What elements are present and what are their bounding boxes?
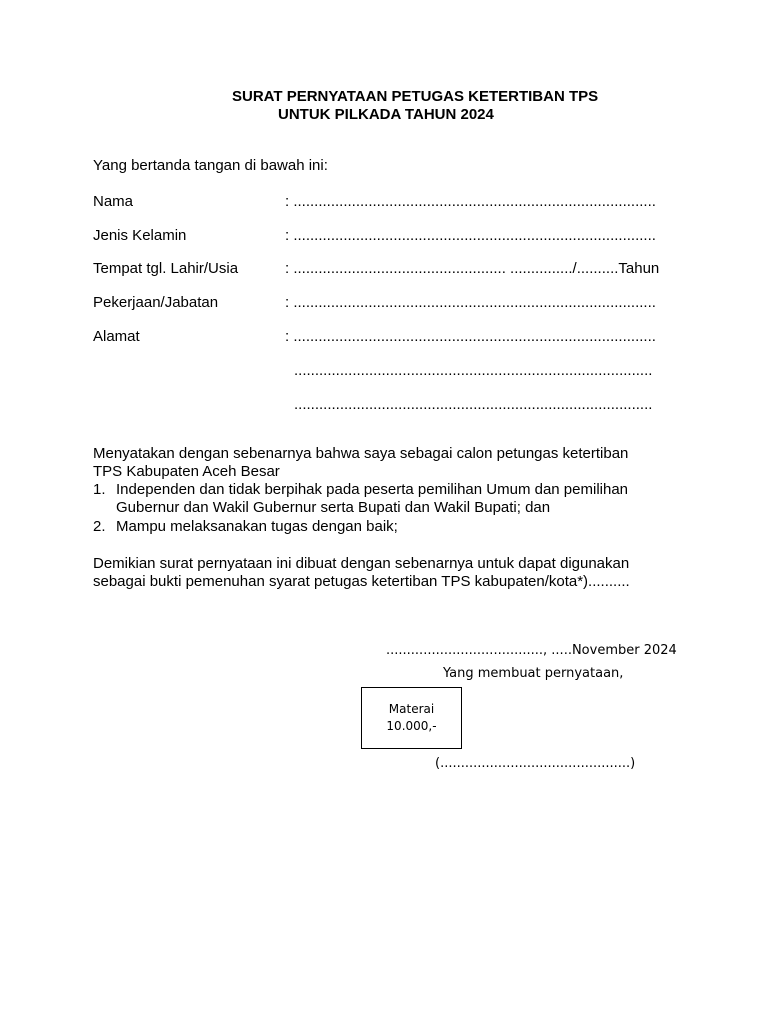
list-number-1: 1. <box>93 481 106 498</box>
field-label-nama: Nama <box>93 193 134 210</box>
field-blank-pekerjaan: : ....................................................................................... <box>285 294 656 311</box>
field-label-tempat-tgl-lahir: Tempat tgl. Lahir/Usia <box>93 260 239 277</box>
place-date: ......................................, .....November 2024 <box>386 643 677 658</box>
statement-line1: Menyatakan dengan sebenarnya bahwa saya sebagai calon petungas ketertiban <box>93 445 629 462</box>
list-item-1-line1: Independen dan tidak berpihak pada peserta pemilihan Umum dan pemilihan <box>116 481 629 498</box>
closing-line1: Demikian surat pernyataan ini dibuat dengan sebenarnya untuk dapat digunakan <box>93 555 630 572</box>
document-title-line1: SURAT PERNYATAAN PETUGAS KETERTIBAN TPS <box>232 88 599 105</box>
field-blank-tempat-tgl-lahir: : ................................................... .............../..........Tahun <box>285 260 660 277</box>
list-item-2-line1: Mampu melaksanakan tugas dengan baik; <box>116 518 398 535</box>
intro-text: Yang bertanda tangan di bawah ini: <box>93 157 328 174</box>
field-label-pekerjaan: Pekerjaan/Jabatan <box>93 294 219 311</box>
document-title-line2: UNTUK PILKADA TAHUN 2024 <box>278 106 494 123</box>
stamp-value: 10.000,- <box>386 719 437 733</box>
field-blank-nama: : ....................................................................................... <box>285 193 656 210</box>
field-label-jenis-kelamin: Jenis Kelamin <box>93 227 187 244</box>
statement-line2: TPS Kabupaten Aceh Besar <box>93 463 280 480</box>
field-blank-alamat: : ....................................................................................... <box>285 328 656 345</box>
field-blank-alamat-line2: ...................................................................................... <box>294 362 653 379</box>
list-item-1-line2: Gubernur dan Wakil Gubernur serta Bupati dan Wakil Bupati; dan <box>116 499 551 516</box>
signature-name-blank: (..............................................) <box>435 756 636 771</box>
closing-line2: sebagai bukti pemenuhan syarat petugas ketertiban TPS kabupaten/kota*).......... <box>93 573 630 590</box>
field-blank-jenis-kelamin: : ....................................................................................... <box>285 227 656 244</box>
stamp-label: Materai <box>388 702 435 716</box>
field-label-alamat: Alamat <box>93 328 140 345</box>
list-number-2: 2. <box>93 518 106 535</box>
field-blank-alamat-line3: ...................................................................................... <box>294 396 653 413</box>
stamp-box <box>361 687 462 749</box>
maker-label: Yang membuat pernyataan, <box>443 666 624 681</box>
